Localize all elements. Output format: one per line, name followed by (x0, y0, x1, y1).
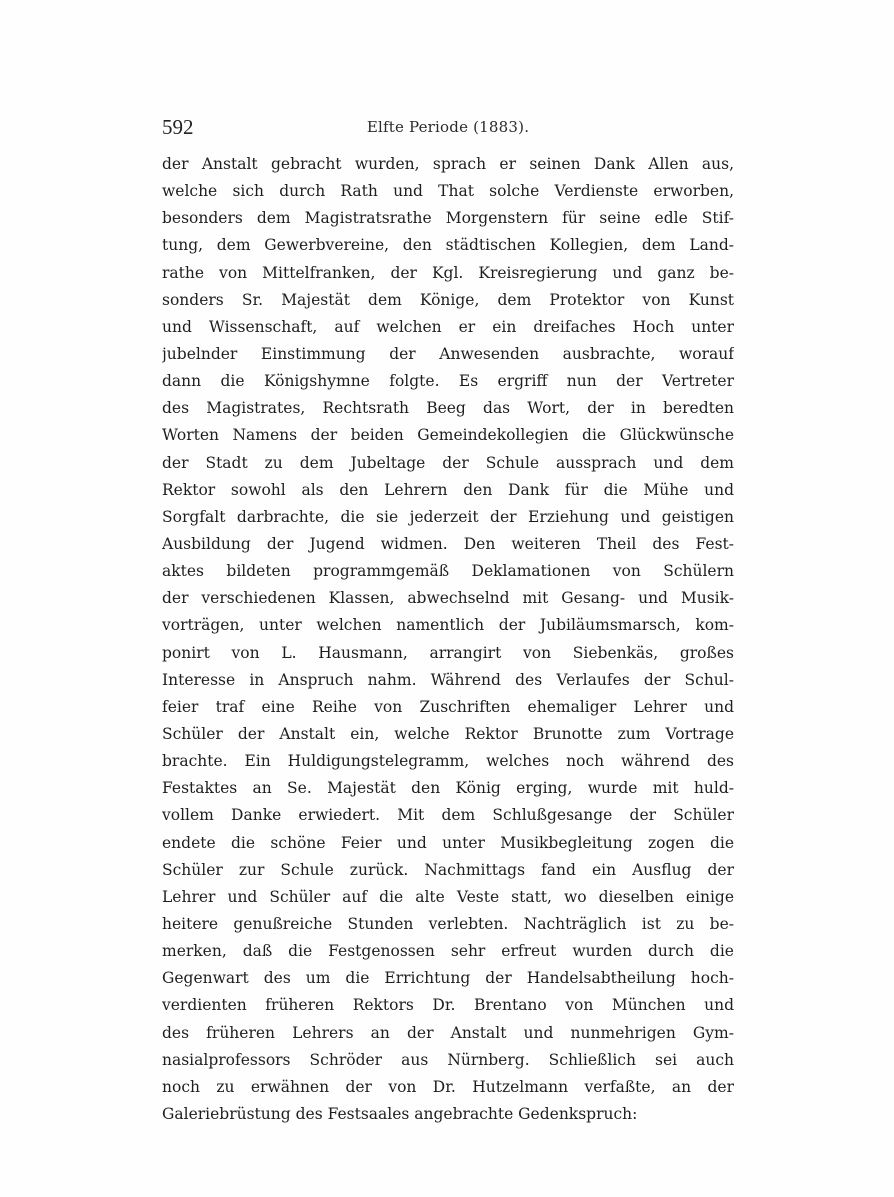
text-line: des früheren Lehrers an der Anstalt und nunmehrigen Gym- (162, 1023, 734, 1042)
text-line: der Anstalt gebracht wurden, sprach er seinen Dank Allen aus, (162, 155, 734, 173)
page-number: 592 (162, 115, 194, 139)
text-line: Galeriebrüstung des Festsaales angebrachte Gedenkspruch: (162, 1104, 638, 1123)
text-line: Festaktes an Se. Majestät den König erging, wurde mit huld- (162, 779, 734, 798)
text-line: Sorgfalt darbrachte, die sie jederzeit der Erziehung und geistigen (162, 507, 734, 526)
body-text (162, 151, 734, 1128)
text-line: Lehrer und Schüler auf die alte Veste statt, wo dieselben einige (162, 887, 734, 906)
text-line: der verschiedenen Klassen, abwechselnd mit Gesang- und Musik- (162, 589, 734, 608)
text-line: jubelnder Einstimmung der Anwesenden ausbrachte, worauf (162, 344, 734, 363)
text-line: und Wissenschaft, auf welchen er ein dreifaches Hoch unter (162, 317, 734, 336)
text-line: dann die Königshymne folgte. Es ergriff nun der Vertreter (162, 372, 734, 391)
text-line: feier traf eine Reihe von Zuschriften ehemaliger Lehrer und (162, 697, 734, 716)
text-line: endete die schöne Feier und unter Musikbegleitung zogen die (162, 833, 734, 852)
text-line: aktes bildeten programmgemäß Deklamationen von Schülern (162, 562, 734, 581)
text-line: nasialprofessors Schröder aus Nürnberg. Schließlich sei auch (162, 1050, 734, 1069)
text-line: verdienten früheren Rektors Dr. Brentano von München und (162, 996, 734, 1015)
page-header (162, 113, 734, 145)
text-line: Interesse in Anspruch nahm. Während des Verlaufes der Schul- (162, 670, 734, 689)
text-line: ponirt von L. Hausmann, arrangirt von Siebenkäs, großes (162, 643, 734, 662)
text-line: tung, dem Gewerbvereine, den städtischen Kollegien, dem Land- (162, 236, 734, 255)
text-line: heitere genußreiche Stunden verlebten. Nachträglich ist zu be- (162, 914, 734, 933)
text-line: Rektor sowohl als den Lehrern den Dank für die Mühe und (162, 480, 734, 499)
text-line: vorträgen, unter welchen namentlich der Jubiläumsmarsch, kom- (162, 616, 734, 635)
text-line: sonders Sr. Majestät dem Könige, dem Protektor von Kunst (162, 290, 734, 309)
text-line: vollem Danke erwiedert. Mit dem Schlußgesange der Schüler (162, 806, 734, 825)
text-line: Schüler der Anstalt ein, welche Rektor Brunotte zum Vortrage (162, 724, 734, 743)
text-line: Schüler zur Schule zurück. Nachmittags fand ein Ausflug der (162, 860, 734, 879)
running-title: Elfte Periode (1883). (366, 118, 530, 136)
text-line: welche sich durch Rath und That solche Verdienste erworben, (162, 182, 734, 201)
text-line: der Stadt zu dem Jubeltage der Schule aussprach und dem (162, 453, 734, 472)
text-line: Gegenwart des um die Errichtung der Handelsabtheilung hoch- (162, 969, 734, 988)
text-line: noch zu erwähnen der von Dr. Hutzelmann verfaßte, an der (162, 1077, 734, 1096)
text-line: rathe von Mittelfranken, der Kgl. Kreisregierung und ganz be- (162, 263, 734, 282)
text-line: merken, daß die Festgenossen sehr erfreut wurden durch die (162, 942, 734, 961)
text-line: des Magistrates, Rechtsrath Beeg das Wort, der in beredten (162, 399, 734, 418)
text-line: besonders dem Magistratsrathe Morgenstern für seine edle Stif- (162, 209, 734, 228)
text-line: Ausbildung der Jugend widmen. Den weiteren Theil des Fest- (162, 534, 734, 553)
text-line: Worten Namens der beiden Gemeindekollegien die Glückwünsche (162, 426, 734, 445)
text-line: brachte. Ein Huldigungstelegramm, welches noch während des (162, 752, 734, 771)
